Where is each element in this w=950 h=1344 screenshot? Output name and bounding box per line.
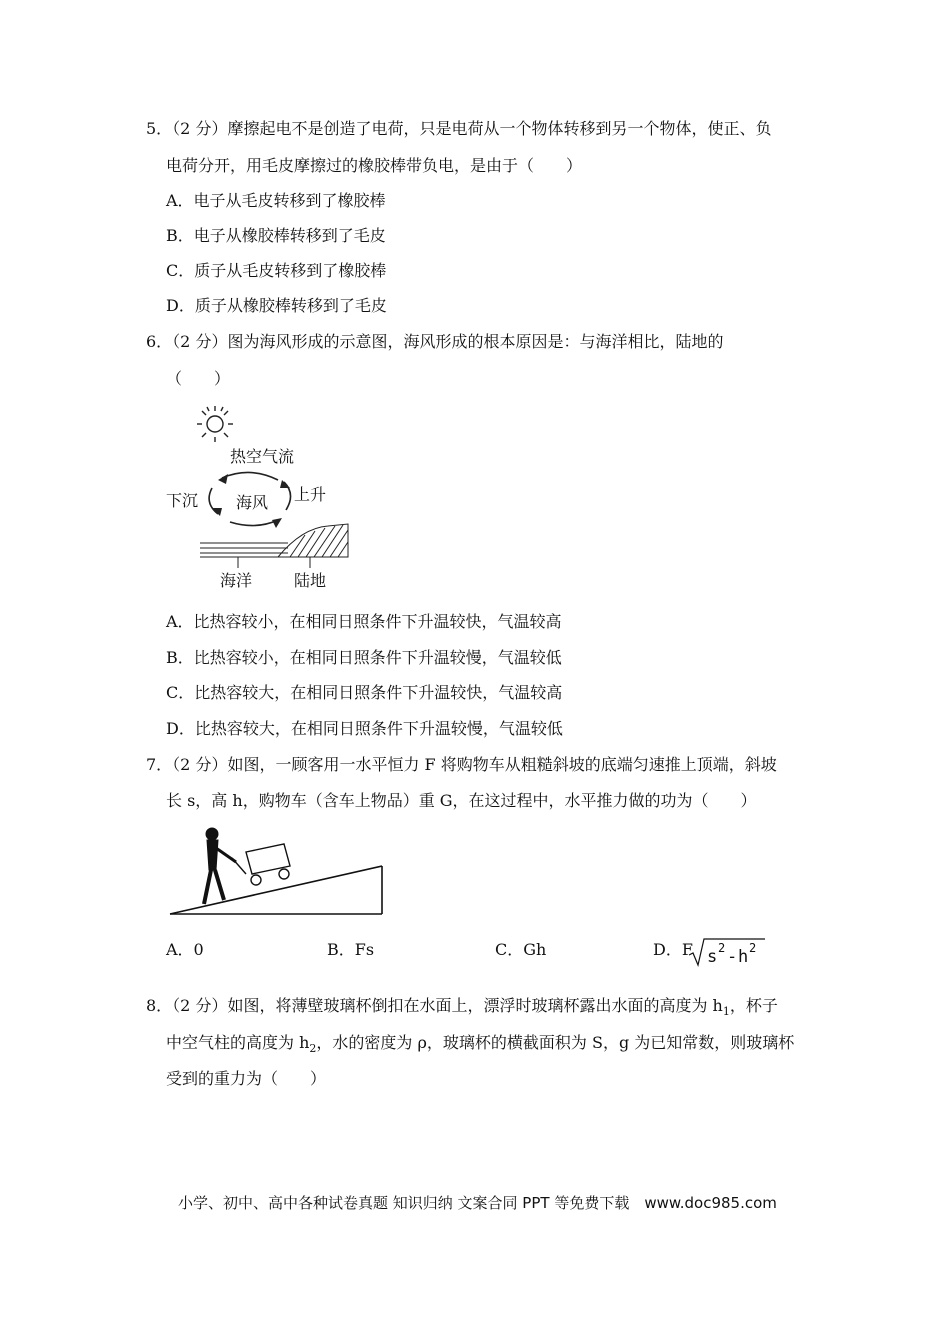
sqrt-s: s bbox=[707, 947, 718, 967]
label-land: 陆地 bbox=[294, 571, 327, 590]
q8-stem-line3: 受到的重力为（ ） bbox=[166, 1069, 327, 1088]
person-figure bbox=[204, 828, 236, 904]
q6-option-c: C．比热容较大，在相同日照条件下升温较快，气温较高 bbox=[166, 683, 563, 702]
sqrt-exp1: 2 bbox=[718, 941, 726, 955]
q6-option-d: D．比热容较大，在相同日照条件下升温较慢，气温较低 bbox=[166, 719, 563, 738]
q6-stem-line2: （ ） bbox=[166, 369, 231, 388]
label-sea-breeze: 海风 bbox=[236, 493, 269, 512]
q5-stem-line1: 5．（2 分）摩擦起电不是创造了电荷，只是电荷从一个物体转移到另一个物体，使正、负 bbox=[146, 119, 772, 138]
q7-stem-line1: 7．（2 分）如图，一顾客用一水平恒力 F 将购物车从粗糙斜坡的底端匀速推上顶端，斜坡 bbox=[146, 755, 777, 774]
label-sea: 海洋 bbox=[220, 571, 253, 590]
shopping-cart bbox=[232, 844, 290, 885]
sun-icon bbox=[197, 406, 233, 442]
q7-option-c: C．Gh bbox=[495, 940, 547, 959]
slope bbox=[170, 866, 382, 914]
q7-option-b: B．Fs bbox=[327, 940, 375, 959]
sea-breeze-diagram bbox=[160, 398, 380, 594]
q8-stem-line2: 中空气柱的高度为 $h_2$，水的密度为 ρ，玻璃杯的横截面积为 S，g 为已知常数，则玻璃杯 bbox=[166, 1033, 795, 1056]
sqrt-expression bbox=[687, 937, 767, 967]
sea-water bbox=[200, 543, 288, 557]
q8-stem-line1: 8．（2 分）如图，将薄壁玻璃杯倒扣在水面上，漂浮时玻璃杯露出水面的高度为 $h_1$，杯子 bbox=[146, 996, 778, 1019]
q6-option-a: A．比热容较小，在相同日照条件下升温较快，气温较高 bbox=[166, 612, 562, 631]
q7-option-a: A．0 bbox=[166, 940, 204, 959]
q6-stem-line1: 6．（2 分）图为海风形成的示意图，海风形成的根本原因是：与海洋相比，陆地的 bbox=[146, 332, 724, 351]
q6-option-b: B．比热容较小，在相同日照条件下升温较慢，气温较低 bbox=[166, 648, 562, 667]
q5-option-a: A．电子从毛皮转移到了橡胶棒 bbox=[166, 191, 386, 210]
q5-option-c: C．质子从毛皮转移到了橡胶棒 bbox=[166, 261, 387, 280]
q7-options-row bbox=[0, 937, 950, 967]
q5-option-b: B．电子从橡胶棒转移到了毛皮 bbox=[166, 226, 386, 245]
label-hot-air: 热空气流 bbox=[230, 447, 295, 466]
incline-cart-diagram bbox=[166, 822, 388, 918]
sqrt-h: h bbox=[738, 947, 749, 967]
q7-stem-line2: 长 s，高 h，购物车（含车上物品）重 G，在这过程中，水平推力做的功为（ ） bbox=[166, 791, 757, 810]
q7-option-d: D．F s 2 - h 2 bbox=[653, 937, 693, 960]
label-rise: 上升 bbox=[294, 485, 327, 504]
sqrt-exp2: 2 bbox=[749, 941, 757, 955]
q5-option-d: D．质子从橡胶棒转移到了毛皮 bbox=[166, 296, 387, 315]
q5-stem-line2: 电荷分开，用毛皮摩擦过的橡胶棒带负电，是由于（ ） bbox=[166, 156, 583, 175]
page-footer: 小学、初中、高中各种试卷真题 知识归纳 文案合同 PPT 等免费下载 www.doc985.com bbox=[178, 1194, 777, 1212]
label-sink: 下沉 bbox=[166, 491, 199, 510]
sqrt-minus: - bbox=[727, 947, 738, 967]
land-hatched bbox=[278, 524, 348, 557]
